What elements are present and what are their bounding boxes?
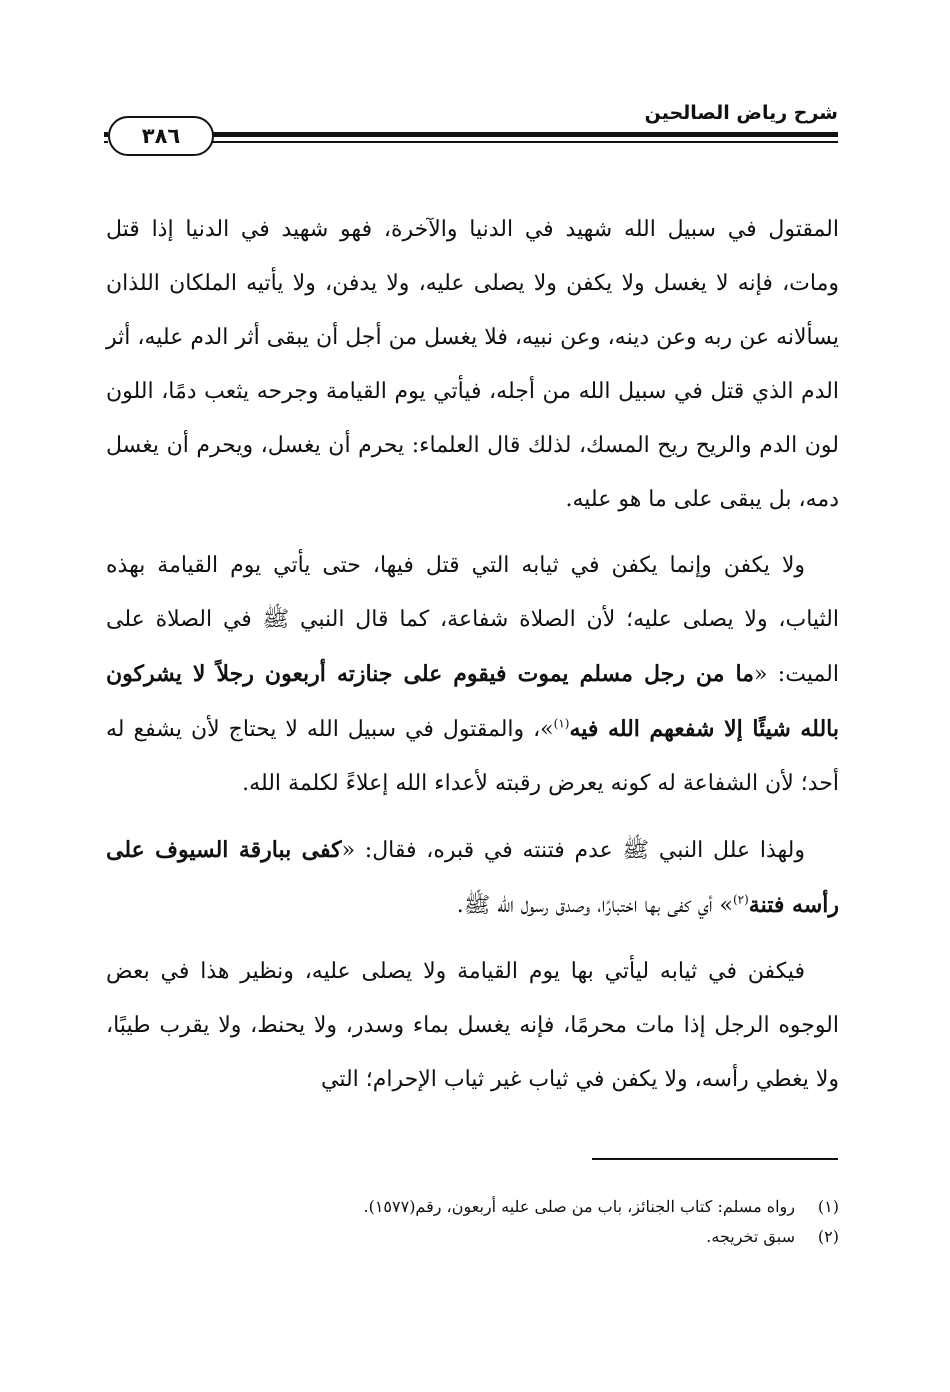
page-number: ٣٨٦ bbox=[108, 116, 214, 156]
footnote-1-number: (١) bbox=[817, 1197, 839, 1216]
footnote-2-text: سبق تخريجه. bbox=[706, 1227, 795, 1246]
paragraph-3 bbox=[106, 823, 839, 933]
page-number-frame bbox=[108, 116, 212, 156]
header-rule-thick bbox=[104, 132, 838, 137]
footnotes bbox=[99, 1192, 839, 1252]
paragraph-4: فيكفن في ثيابه ليأتي بها يوم القيامة ولا يصلى عليه، ونظير هذا في بعض الوجوه الرجل إذا مات محرمًا، فإنه يغسل بماء وسدر، ولا يحنط، ولا يقرب طيبًا، ولا يغطي رأسه، ولا يكفن في ثياب غير ثياب الإحرام؛ التي bbox=[106, 959, 839, 1092]
hadith-quote: كفى ببارقة السيوف على رأسه فتنة bbox=[106, 837, 839, 918]
running-header-title: شرح رياض الصالحين bbox=[644, 102, 838, 124]
main-text bbox=[106, 203, 839, 1119]
paragraph-2-text-cont: »، والمقتول في سبيل الله لا يحتاج لأن يشفع له أحد؛ لأن الشفاعة له كونه يعرض رقبته لأعداء الله إعلاءً لكلمة الله. bbox=[106, 717, 839, 796]
paragraph-3-text-cont: » أي كفى بها اختبارًا، وصدق رسول الله ﷺ. bbox=[456, 893, 733, 918]
footnote-1 bbox=[99, 1192, 839, 1222]
footnote-separator bbox=[592, 1158, 838, 1160]
footnote-1-text: رواه مسلم: كتاب الجنائز، باب من صلى عليه أربعون، رقم(١٥٧٧). bbox=[363, 1197, 795, 1216]
footnote-2-number: (٢) bbox=[817, 1227, 839, 1246]
paragraph-2 bbox=[106, 539, 839, 811]
hadith-quote: ما من رجل مسلم يموت فيقوم على جنازته أربعون رجلاً لا يشركون بالله شيئًا إلا شفعهم الله فيه bbox=[106, 661, 839, 742]
footnote-ref-2[interactable]: (٢) bbox=[732, 892, 749, 907]
footnote-ref-1[interactable]: (١) bbox=[553, 716, 570, 731]
paragraph-2-text: ولا يكفن وإنما يكفن في ثيابه التي قتل فيها، حتى يأتي يوم القيامة بهذه الثياب، ولا يصلى عليه؛ لأن الصلاة شفاعة، كما قال النبي ﷺ في الصلاة على الميت: « bbox=[106, 553, 839, 687]
header-rule-thin bbox=[104, 141, 838, 143]
paragraph-1: المقتول في سبيل الله شهيد في الدنيا والآخرة، فهو شهيد في الدنيا إذا قتل ومات، فإنه لا يغسل ولا يكفن ولا يصلى عليه، ولا يدفن، ولا يأتيه الملكان اللذان يسألانه عن ربه وعن دينه، وعن نبيه، فلا يغسل من أجل أن يبقى أثر الدم عليه، أثر الدم الذي قتل في سبيل الله من أجله، فيأتي يوم القيامة وجرحه يثعب دمًا، اللون لون الدم والريح ريح المسك، لذلك قال العلماء: يحرم أن يغسل، ويحرم أن يغسل دمه، بل يبقى على ما هو عليه. bbox=[106, 217, 839, 512]
footnote-2 bbox=[99, 1222, 839, 1252]
paragraph-3-text: ولهذا علل النبي ﷺ عدم فتنته في قبره، فقال: « bbox=[341, 838, 805, 863]
